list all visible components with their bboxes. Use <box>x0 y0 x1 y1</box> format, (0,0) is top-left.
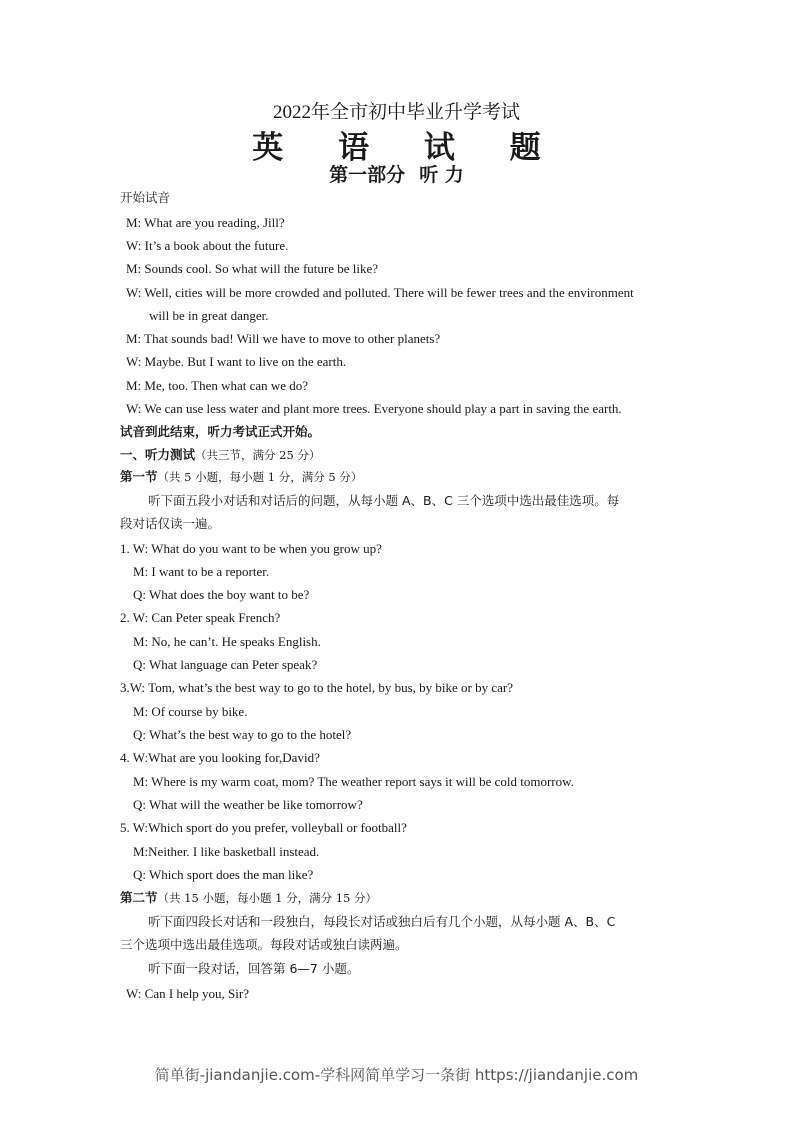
question-3-line: 3.W: Tom, what’s the best way to go to the hotel, by bus, by bike or by car? <box>120 680 513 695</box>
question-5-response: M:Neither. I like basketball instead. <box>133 844 320 859</box>
trial-line: W: Maybe. But I want to live on the earth. <box>126 354 347 369</box>
question-1-response: M: I want to be a reporter. <box>133 564 270 579</box>
question-5-line: 5. W:Which sport do you prefer, volleyball or football? <box>120 820 407 835</box>
part1-heading-note: （共 5 小题，每小题 1 分，满分 5 分） <box>157 470 363 484</box>
part1-instruction: 听下面五段小对话和对话后的问题，从每小题 A、B、C 三个选项中选出最佳选项。每 <box>148 493 620 508</box>
question-2-line: 2. W: Can Peter speak French? <box>120 610 281 625</box>
part2-instruction-continued: 三个选项中选出最佳选项。每段对话或独白读两遍。 <box>120 937 408 952</box>
question-2-question: Q: What language can Peter speak? <box>133 657 318 672</box>
section-heading-label: 一、听力测试 <box>120 447 196 462</box>
question-3-response: M: Of course by bike. <box>133 704 248 719</box>
trial-line: M: What are you reading, Jill? <box>126 215 285 230</box>
part2-heading-label: 第二节 <box>120 890 158 905</box>
trial-line-continued: will be in great danger. <box>149 308 269 323</box>
question-1-line: 1. W: What do you want to be when you grow up? <box>120 541 382 556</box>
part-title-name: 听 力 <box>419 164 464 186</box>
exam-title: 2022年全市初中毕业升学考试 <box>272 102 520 123</box>
watermark-footer: 简单街-jiandanjie.com-学科网简单学习一条街 https://jiandanjie.com <box>154 1066 639 1084</box>
trial-line: W: It’s a book about the future. <box>126 238 289 253</box>
part2-heading-note: （共 15 小题，每小题 1 分，满分 15 分） <box>157 891 378 905</box>
part-title <box>0 160 793 187</box>
part2-dialogue-line: W: Can I help you, Sir? <box>126 986 249 1001</box>
trial-line: M: That sounds bad! Will we have to move to other planets? <box>126 331 441 346</box>
section-heading-note: （共三节，满分 25 分） <box>195 448 321 462</box>
part2-sub-instruction: 听下面一段对话，回答第 6—7 小题。 <box>148 961 360 976</box>
question-4-line: 4. W:What are you looking for,David? <box>120 750 320 765</box>
trial-line: M: Sounds cool. So what will the future be like? <box>126 261 379 276</box>
trial-line: W: Well, cities will be more crowded and polluted. There will be fewer trees and the environment <box>126 285 634 300</box>
trial-end-note: 试音到此结束，听力考试正式开始。 <box>120 424 321 439</box>
part2-instruction: 听下面四段长对话和一段独白，每段长对话或独白后有几个小题，从每小题 A、B、C <box>148 914 616 929</box>
question-1-question: Q: What does the boy want to be? <box>133 587 310 602</box>
question-3-question: Q: What’s the best way to go to the hotel? <box>133 727 352 742</box>
subject-title: 英 语 试 题 <box>252 130 563 166</box>
question-2-response: M: No, he can’t. He speaks English. <box>133 634 321 649</box>
part1-instruction-continued: 段对话仅读一遍。 <box>120 516 221 531</box>
question-5-question: Q: Which sport does the man like? <box>133 867 314 882</box>
question-4-response: M: Where is my warm coat, mom? The weather report says it will be cold tomorrow. <box>133 774 574 789</box>
part1-heading-label: 第一节 <box>120 469 158 484</box>
trial-line: M: Me, too. Then what can we do? <box>126 378 309 393</box>
trial-line: W: We can use less water and plant more trees. Everyone should play a part in saving the earth. <box>126 401 622 416</box>
question-4-question: Q: What will the weather be like tomorrow? <box>133 797 363 812</box>
section-heading <box>120 446 320 464</box>
part1-heading <box>120 468 362 486</box>
part2-heading <box>120 889 377 907</box>
part-title-number: 第一部分 <box>329 164 406 186</box>
trial-heading: 开始试音 <box>120 190 171 205</box>
